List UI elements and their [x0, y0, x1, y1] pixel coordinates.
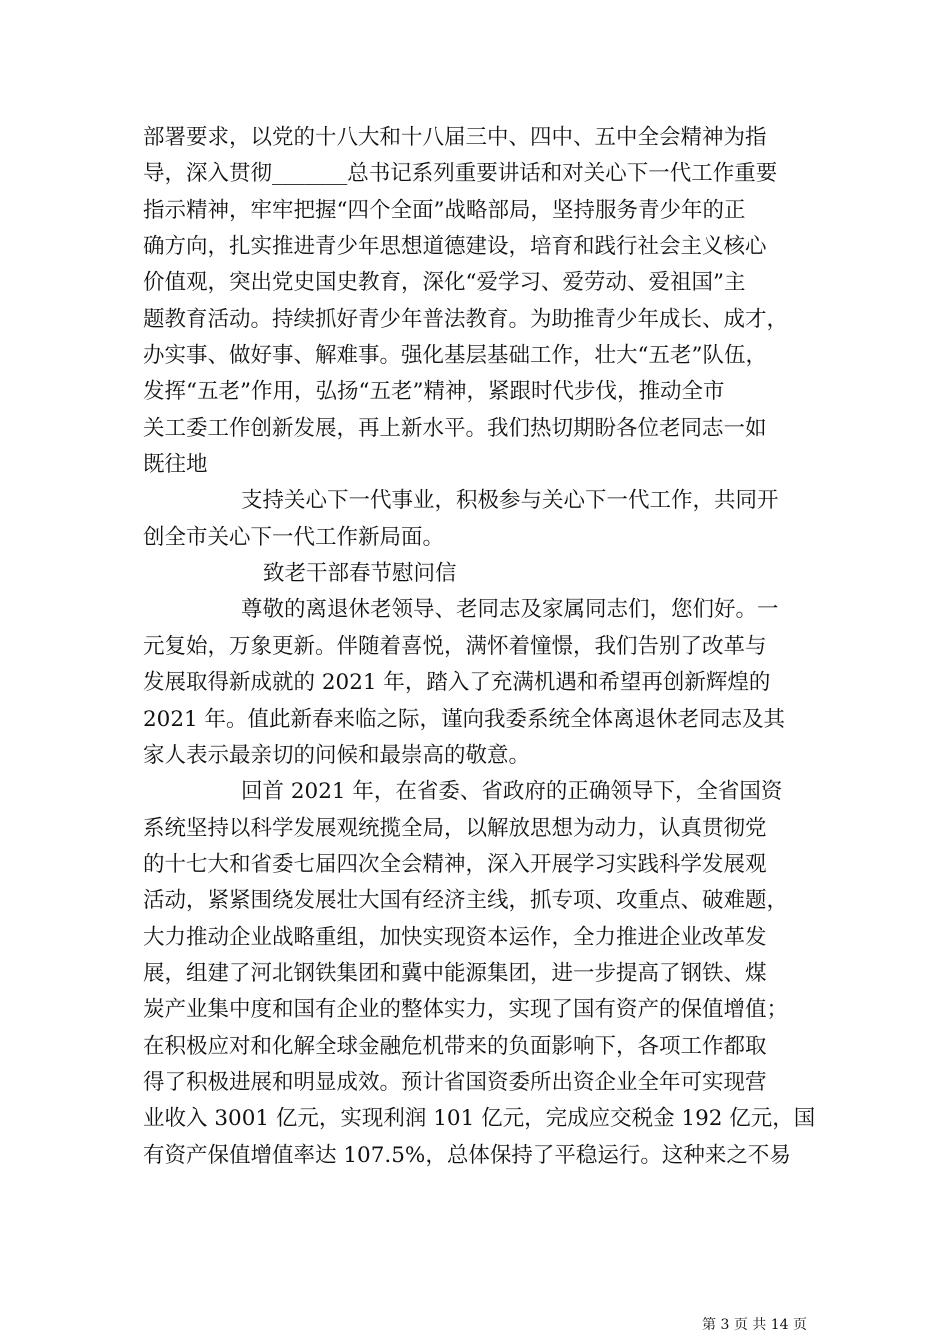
text-line: 在积极应对和化解全球金融危机带来的负面影响下，各项工作都取	[143, 1033, 767, 1059]
text-line: 部署要求，以党的十八大和十八届三中、四中、五中全会精神为指	[143, 125, 767, 150]
text-line: 导，深入贯彻_______总书记系列重要讲话和对关心下一代工作重要	[143, 161, 778, 187]
text-line: 发挥“五老”作用，弘扬“五老”精神，紧跟时代步伐，推动全市	[143, 379, 725, 405]
text-line: 支持关心下一代事业，积极参与关心下一代工作，共同开	[241, 488, 779, 514]
body-text	[143, 120, 816, 1174]
text-line: 关工委工作创新发展，再上新水平。我们热切期盼各位老同志一如	[143, 415, 767, 441]
text-line: 大力推动企业战略重组，加快实现资本运作，全力推进企业改革发	[143, 924, 767, 950]
text-line: 家人表示最亲切的问候和最崇高的敬意。	[143, 742, 531, 768]
text-line: 题教育活动。持续抓好青少年普法教育。为助推青少年成长、成才，	[143, 306, 789, 332]
text-line: 尊敬的离退休老领导、老同志及家属同志们，您们好。一	[241, 597, 779, 623]
text-line: 价值观，突出党史国史教育，深化“爱学习、爱劳动、爱祖国”主	[143, 270, 746, 296]
text-line: 的十七大和省委七届四次全会精神，深入开展学习实践科学发展观	[143, 851, 767, 877]
page-number-footer: 第 3 页 共 14 页	[702, 1317, 807, 1333]
letter-title: 致老干部春节慰问信	[263, 561, 457, 587]
text-line: 展，组建了河北钢铁集团和冀中能源集团，进一步提高了钢铁、煤	[143, 960, 767, 986]
text-line: 办实事、做好事、解难事。强化基层基础工作，壮大“五老”队伍，	[143, 343, 767, 369]
text-line: 有资产保值增值率达 107.5%，总体保持了平稳运行。这种来之不易	[143, 1142, 791, 1168]
text-line: 确方向，扎实推进青少年思想道德建设，培育和践行社会主义核心	[143, 234, 767, 260]
text-line: 指示精神，牢牢把握“四个全面”战略部局，坚持服务青少年的正	[143, 197, 746, 223]
text-line: 业收入 3001 亿元，实现利润 101 亿元，完成应交税金 192 亿元，国	[143, 1106, 816, 1132]
text-line: 活动，紧紧围绕发展壮大国有经济主线，抓专项、攻重点、破难题，	[143, 888, 789, 914]
text-line: 创全市关心下一代工作新局面。	[143, 524, 445, 550]
text-line: 2021 年。值此新春来临之际，谨向我委系统全体离退休老同志及其	[143, 706, 786, 732]
text-line: 得了积极进展和明显成效。预计省国资委所出资企业全年可实现营	[143, 1069, 767, 1095]
text-line: 发展取得新成就的 2021 年，踏入了充满机遇和希望再创新辉煌的	[143, 670, 771, 696]
text-line: 元复始，万象更新。伴随着喜悦，满怀着憧憬，我们告别了改革与	[143, 633, 767, 659]
text-line: 炭产业集中度和国有企业的整体实力，实现了国有资产的保值增值；	[143, 997, 789, 1023]
text-line: 回首 2021 年，在省委、省政府的正确领导下，全省国资	[241, 779, 783, 805]
text-line: 既往地	[143, 452, 208, 478]
text-line: 系统坚持以科学发展观统揽全局，以解放思想为动力，认真贯彻党	[143, 815, 767, 841]
